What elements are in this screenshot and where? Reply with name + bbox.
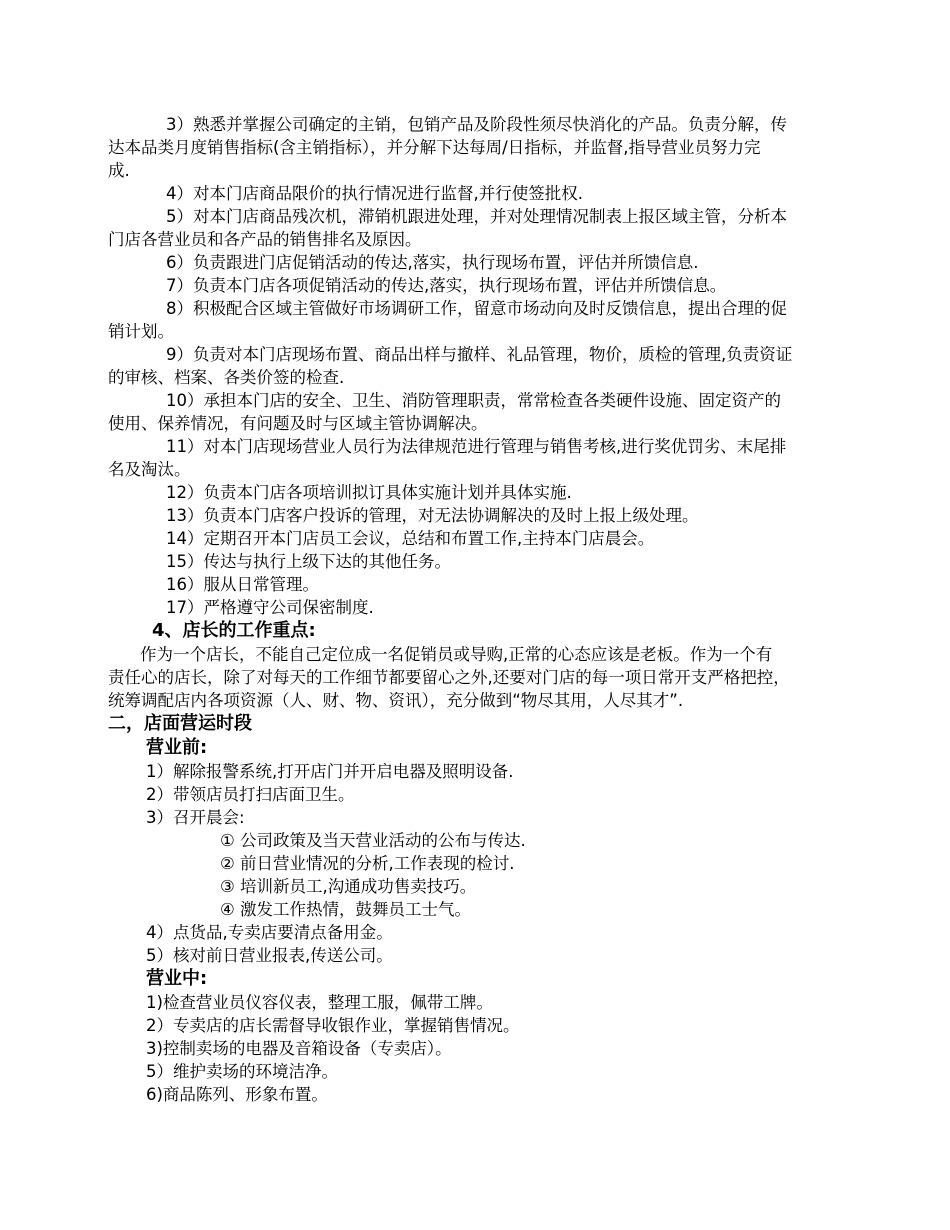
before-item-5: 5）核对前日营业报表,传送公司。 — [146, 946, 393, 965]
duty-3-line-3: 成. — [108, 161, 130, 180]
duty-8-line-2: 销计划。 — [108, 322, 174, 341]
meeting-item-3: ③ 培训新员工,沟通成功售卖技巧。 — [220, 877, 477, 896]
duty-5-line-1: 5）对本门店商品残次机，滞销机跟进处理，并对处理情况制表上报区域主管，分析本 — [166, 207, 787, 226]
meeting-item-2: ② 前日营业情况的分析,工作表现的检讨. — [220, 854, 515, 873]
meeting-item-1: ① 公司政策及当天营业活动的公布与传达. — [220, 831, 526, 850]
during-item-6: 6)商品陈列、形象布置。 — [146, 1085, 328, 1104]
before-item-4: 4）点货品,专卖店要清点备用金。 — [146, 923, 393, 942]
focus-line-2: 责任心的店长，除了对每天的工作细节都要留心之外,还要对门店的每一项日常开支严格把控， — [108, 668, 790, 687]
focus-heading: 4、店长的工作重点: — [152, 620, 316, 641]
duty-9-line-2: 的审核、档案、各类价签的检查. — [108, 368, 345, 387]
focus-line-3: 统筹调配店内各项资源（人、财、物、资讯），充分做到“物尽其用，人尽其才”. — [108, 691, 684, 710]
during-item-1: 1)检查营业员仪容仪表，整理工服，佩带工牌。 — [146, 993, 493, 1012]
section-two-heading: 二，店面营运时段 — [108, 713, 252, 734]
duty-4: 4）对本门店商品限价的执行情况进行监督,并行使签批权. — [166, 184, 583, 203]
duty-10-line-1: 10）承担本门店的安全、卫生、消防管理职责，常常检查各类硬件设施、固定资产的 — [166, 391, 781, 410]
before-item-1: 1）解除报警系统,打开店门并开启电器及照明设备. — [146, 762, 514, 781]
duty-13: 13）负责本门店客户投诉的管理，对无法协调解决的及时上报上级处理。 — [166, 506, 699, 525]
duty-8-line-1: 8）积极配合区域主管做好市场调研工作，留意市场动向及时反馈信息，提出合理的促 — [166, 299, 787, 318]
before-item-3: 3）召开晨会: — [146, 808, 245, 827]
during-item-3: 3)控制卖场的电器及音箱设备（专卖店）。 — [146, 1039, 452, 1058]
duty-14: 14）定期召开本门店员工会议，总结和布置工作,主持本门店晨会。 — [166, 529, 655, 548]
duty-3-line-1: 3）熟悉并掌握公司确定的主销，包销产品及阶段性须尽快消化的产品。负责分解，传 — [166, 115, 787, 134]
duty-12: 12）负责本门店各项培训拟订具体实施计划并具体实施. — [166, 483, 572, 502]
duty-10-line-2: 使用、保养情况，有问题及时与区域主管协调解决。 — [108, 414, 488, 433]
during-business-heading: 营业中: — [146, 968, 208, 989]
before-item-2: 2）带领店员打扫店面卫生。 — [146, 785, 355, 804]
duty-15: 15）传达与执行上级下达的其他任务。 — [166, 552, 451, 571]
duty-11-line-1: 11）对本门店现场营业人员行为法律规范进行管理与销售考核,进行奖优罚劣、末尾排 — [166, 437, 787, 456]
duty-16: 16）服从日常管理。 — [166, 575, 319, 594]
duty-9-line-1: 9）负责对本门店现场布置、商品出样与撤样、礼品管理，物价，质检的管理,负责资证 — [166, 345, 793, 364]
duty-3-line-2: 达本品类月度销售指标(含主销指标），并分解下达每周/日指标，并监督,指导营业员努力完 — [108, 138, 761, 157]
before-business-heading: 营业前: — [146, 737, 208, 758]
duty-17: 17）严格遵守公司保密制度. — [166, 598, 374, 617]
focus-line-1: 作为一个店长，不能自己定位成一名促销员或导购,正常的心态应该是老板。作为一个有 — [140, 645, 773, 664]
during-item-5: 5）维护卖场的环境洁净。 — [146, 1062, 338, 1081]
during-item-2: 2）专卖店的店长需督导收银作业，掌握销售情况。 — [146, 1016, 520, 1035]
duty-11-line-2: 名及淘汰。 — [108, 460, 191, 479]
duty-5-line-2: 门店各营业员和各产品的销售排名及原因。 — [108, 230, 422, 249]
meeting-item-4: ④ 激发工作热情，鼓舞员工士气。 — [220, 900, 472, 919]
duty-6: 6）负责跟进门店促销活动的传达,落实，执行现场布置，评估并所馈信息. — [166, 253, 699, 272]
duty-7: 7）负责本门店各项促销活动的传达,落实，执行现场布置，评估并所馈信息。 — [166, 276, 727, 295]
